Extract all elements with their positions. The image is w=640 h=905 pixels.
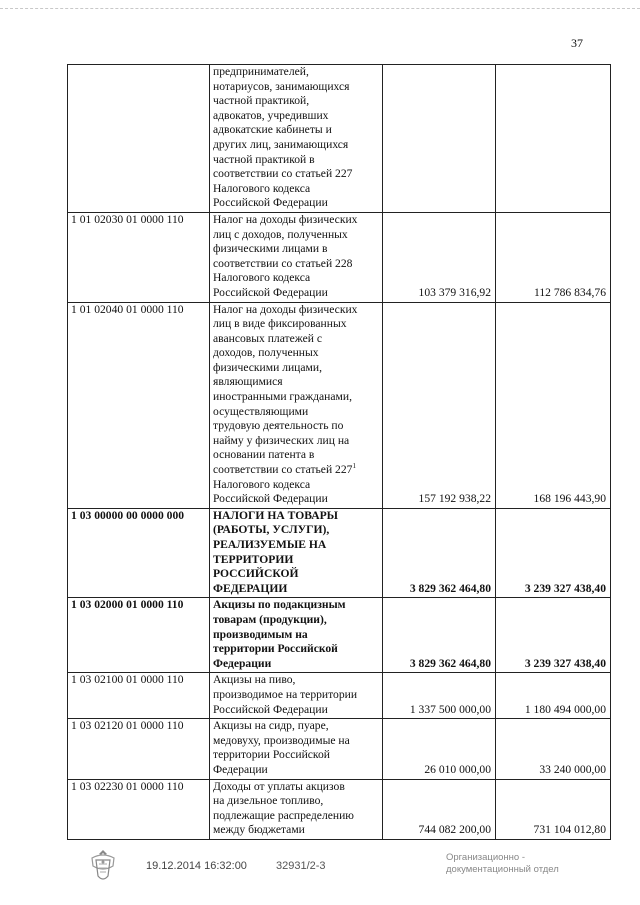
budget-code-cell: 1 03 02000 01 0000 110 xyxy=(68,598,210,673)
revenue-name-cell xyxy=(210,673,383,719)
department-line: Организационно - xyxy=(446,852,526,863)
amount-cell-second: 731 104 012,80 xyxy=(496,779,611,839)
revenue-name-line: Федерации xyxy=(213,762,268,776)
table-row xyxy=(68,508,611,598)
revenue-name-line: территории Российской xyxy=(213,748,330,762)
table-row xyxy=(68,302,611,508)
revenue-name-line: физическими лицами в xyxy=(213,242,328,256)
revenue-name-line: найму у физических лиц на xyxy=(213,433,350,447)
amount-cell-first: 103 379 316,92 xyxy=(383,212,496,302)
amount-cell-second: 3 239 327 438,40 xyxy=(496,598,611,673)
table-row xyxy=(68,212,611,302)
revenue-name-line: ТЕРРИТОРИИ xyxy=(213,552,294,566)
amount-cell-first: 744 082 200,00 xyxy=(383,779,496,839)
amount-cell-first xyxy=(383,65,496,213)
revenue-name-line: медовуху, производимые на xyxy=(213,733,350,747)
revenue-name-line: соответствии со статьей 227 xyxy=(213,167,353,181)
revenue-name-cell xyxy=(210,598,383,673)
amount-cell-second: 112 786 834,76 xyxy=(496,212,611,302)
revenue-name-line: Налог на доходы физических xyxy=(213,302,358,316)
revenue-name-line: нотариусов, занимающихся xyxy=(213,79,350,93)
revenue-name-line: Акцизы на пиво, xyxy=(213,673,296,687)
revenue-name-line: Налог на доходы физических xyxy=(213,212,358,226)
budget-code-cell xyxy=(68,65,210,213)
table-row xyxy=(68,598,611,673)
revenue-name-line: Российской Федерации xyxy=(213,702,328,716)
revenue-name-line: основании патента в xyxy=(213,448,315,462)
revenue-name-line: между бюджетами xyxy=(213,823,305,837)
revenue-name-line: иностранными гражданами, xyxy=(213,390,352,404)
revenue-name-line: Налогового кодекса xyxy=(213,477,311,491)
revenue-name-line: НАЛОГИ НА ТОВАРЫ xyxy=(213,508,339,522)
coat-of-arms-icon xyxy=(86,846,120,886)
stamp-date-time: 19.12.2014 16:32:00 xyxy=(146,860,247,872)
revenue-name-line: товарам (продукции), xyxy=(213,612,327,626)
department-stamp xyxy=(446,852,576,876)
revenue-name-line: физическими лицами, xyxy=(213,360,322,374)
revenue-name-line: Акцизы по подакцизным xyxy=(213,598,346,612)
footnote-mark: 1 xyxy=(352,462,356,471)
revenue-name-line: Российской Федерации xyxy=(213,285,328,299)
revenue-name-line: доходов, полученных xyxy=(213,346,319,360)
budget-code-cell: 1 03 02120 01 0000 110 xyxy=(68,719,210,779)
revenue-name-line: лиц в виде фиксированных xyxy=(213,317,347,331)
revenue-name-line: являющимися xyxy=(213,375,283,389)
revenue-name-line: Федерации xyxy=(213,656,272,670)
revenue-name-line: РОССИЙСКОЙ xyxy=(213,567,299,581)
revenue-name-line: других лиц, занимающихся xyxy=(213,137,349,151)
revenue-name-cell xyxy=(210,719,383,779)
revenue-name-line: частной практикой в xyxy=(213,152,315,166)
amount-cell-second xyxy=(496,65,611,213)
revenue-name-line: ФЕДЕРАЦИИ xyxy=(213,581,288,595)
revenue-name-line: адвокатские кабинеты и xyxy=(213,123,332,137)
amount-cell-first: 3 829 362 464,80 xyxy=(383,598,496,673)
revenue-name-line: Доходы от уплаты акцизов xyxy=(213,779,345,793)
amount-cell-first: 3 829 362 464,80 xyxy=(383,508,496,598)
revenue-name-line: частной практикой, xyxy=(213,94,310,108)
amount-cell-first: 26 010 000,00 xyxy=(383,719,496,779)
revenue-name-line: на дизельное топливо, xyxy=(213,794,324,808)
revenue-name-line: лиц с доходов, полученных xyxy=(213,227,348,241)
amount-cell-first: 157 192 938,22 xyxy=(383,302,496,508)
table-row xyxy=(68,719,611,779)
top-scan-edge xyxy=(0,8,640,9)
revenue-name-cell xyxy=(210,65,383,213)
document-footer xyxy=(0,840,640,900)
table-row xyxy=(68,65,611,213)
budget-code-cell: 1 03 02100 01 0000 110 xyxy=(68,673,210,719)
revenue-name-line: адвокатов, учредивших xyxy=(213,108,329,122)
revenue-name-cell xyxy=(210,212,383,302)
revenue-name-line: Акцизы на сидр, пуаре, xyxy=(213,719,329,733)
revenue-name-cell xyxy=(210,302,383,508)
page-number: 37 xyxy=(571,36,583,50)
revenue-name-line: соответствии со статьей $227^1$ xyxy=(213,462,356,477)
budget-code-cell: 1 03 00000 00 0000 000 xyxy=(68,508,210,598)
department-line: документационный отдел xyxy=(446,864,559,875)
amount-cell-second: 33 240 000,00 xyxy=(496,719,611,779)
revenue-name-line: авансовых платежей с xyxy=(213,331,323,345)
revenue-name-line: Налогового кодекса xyxy=(213,181,311,195)
revenue-name-line: производимым на xyxy=(213,627,308,641)
table-row xyxy=(68,779,611,839)
revenue-name-cell xyxy=(210,779,383,839)
amount-cell-second: 168 196 443,90 xyxy=(496,302,611,508)
revenue-name-line: Российской Федерации xyxy=(213,492,328,506)
budget-code-cell: 1 01 02030 01 0000 110 xyxy=(68,212,210,302)
revenue-name-line: территории Российской xyxy=(213,642,338,656)
revenue-name-line: соответствии со статьей 228 xyxy=(213,256,353,270)
revenue-name-line: трудовую деятельность по xyxy=(213,419,344,433)
budget-revenue-table xyxy=(67,64,611,840)
budget-code-cell: 1 01 02040 01 0000 110 xyxy=(68,302,210,508)
revenue-name-line: производимое на территории xyxy=(213,687,358,701)
document-number: 32931/2-3 xyxy=(276,860,326,872)
revenue-name-line: Российской Федерации xyxy=(213,196,328,210)
revenue-name-line: РЕАЛИЗУЕМЫЕ НА xyxy=(213,538,327,551)
budget-code-cell: 1 03 02230 01 0000 110 xyxy=(68,779,210,839)
revenue-name-line: предпринимателей, xyxy=(213,65,309,78)
revenue-name-line: (РАБОТЫ, УСЛУГИ), xyxy=(213,523,330,537)
amount-cell-second: 1 180 494 000,00 xyxy=(496,673,611,719)
revenue-name-cell xyxy=(210,508,383,598)
revenue-name-line: подлежащие распределению xyxy=(213,808,354,822)
revenue-name-line: осуществляющими xyxy=(213,404,309,418)
amount-cell-second: 3 239 327 438,40 xyxy=(496,508,611,598)
table-row xyxy=(68,673,611,719)
revenue-name-line: Налогового кодекса xyxy=(213,271,311,285)
amount-cell-first: 1 337 500 000,00 xyxy=(383,673,496,719)
